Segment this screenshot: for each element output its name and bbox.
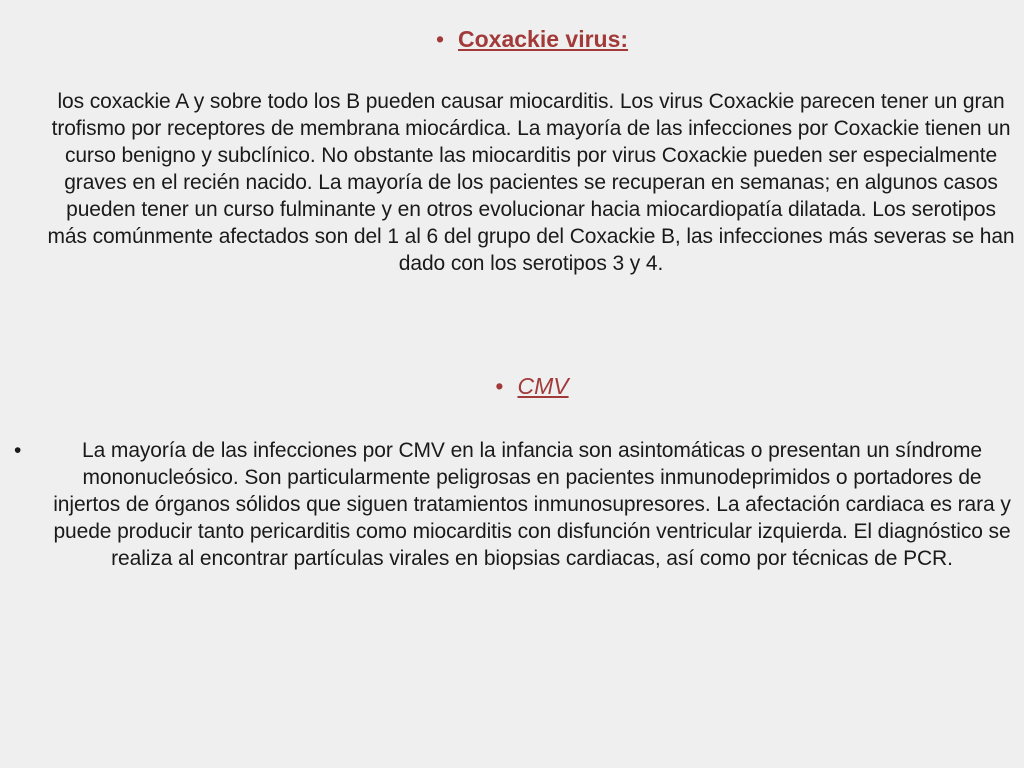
bullet-icon: • [14, 439, 22, 462]
bullet-icon: • [495, 373, 504, 399]
paragraph-cmv: La mayoría de las infecciones por CMV en la infancia son asintomáticas o presentan un síndrome mononucleósico. Son particularmente peligrosas en pacientes inmunodeprimidos o portadores de injertos de órganos sólidos que siguen tratamientos inmunosupresores. La afectación cardiaca es rara y puede producir tanto pericarditis como miocarditis con disfunción ventricular izquierda. El diagnóstico se realiza al encontrar partículas virales en biopsias cardiacas, así como por técnicas de PCR. [53, 439, 1011, 570]
bullet-icon: • [435, 26, 445, 52]
heading-coxackie-label: Coxackie virus: [458, 26, 629, 52]
section-heading-cmv [0, 372, 1024, 400]
paragraph-coxackie: los coxackie A y sobre todo los B pueden causar miocarditis. Los virus Coxackie parecen tener un gran trofismo por receptores de membrana miocárdica. La mayoría de las infecciones por Coxackie tienen un curso benigno y subclínico. No obstante las miocarditis por virus Coxackie pueden ser especialmente graves en el recién nacido. La mayoría de los pacientes se recuperan en semanas; en algunos casos pueden tener un curso fulminante y en otros evolucionar hacia miocardiopatía dilatada. Los serotipos más comúnmente afectados son del 1 al 6 del grupo del Coxackie B, las infecciones más severas se han dado con los serotipos 3 y 4. [47, 90, 1015, 275]
section-heading-coxackie [0, 25, 1024, 53]
heading-cmv-label: CMV [517, 373, 569, 399]
